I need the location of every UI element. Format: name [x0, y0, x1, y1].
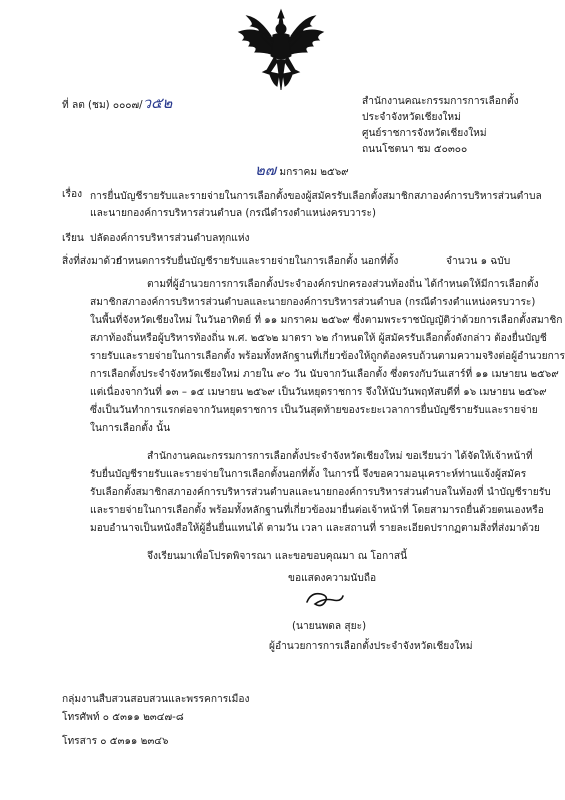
recipient-label: เรียน: [62, 233, 84, 244]
date-day-handwritten: ๒๗: [255, 161, 277, 179]
signature-mark: [303, 588, 347, 612]
letter-date: [255, 161, 349, 179]
signer-name: (นายนพดล สุยะ): [292, 621, 367, 632]
enclosure-text: กำหนดการรับยื่นบัญชีรายรับและรายจ่ายในการเลือกตั้ง นอกที่ตั้ง: [116, 256, 399, 267]
date-month-year: มกราคม ๒๕๖๙: [279, 167, 349, 178]
enclosure-quantity: จำนวน ๑ ฉบับ: [446, 256, 511, 267]
closing-request: จึงเรียนมาเพื่อโปรดพิจารณา และขอขอบคุณมา ณ โอกาสนี้: [147, 551, 408, 562]
body-paragraph-2: สำนักงานคณะกรรมการการเลือกตั้งประจำจังหวัดเชียงใหม่ ขอเรียนว่า ได้จัดให้เจ้าหน้าที่ รับยื่นบัญชีรายรับและรายจ่ายในการเลือกตั้งนอกที่ตั้ง ในการนี้ จึงขอความอนุเคราะห์ท่านแจ้งผู้สมัคร รับเลือกตั้งสมาชิกสภาองค์การบริหารส่วนตำบลและนายกองค์การบริหารส่วนตำบลในท้องที่ นำบัญชีรายรับ และรายจ่ายในการเลือกตั้ง พร้อมทั้งหลักฐานที่เกี่ยวข้องมายื่นต่อเจ้าหน้าที่ โดยสามารถยื่นด้วยตนเองหรือ มอบอำนาจเป็นหนังสือให้ผู้อื่นยื่นแทนได้ ตามวัน เวลา และสถานที่ รายละเอียดปรากฏตามสิ่งที่ส่งมาด้วย: [90, 451, 551, 534]
office-line: สำนักงานคณะกรรมการการเลือกตั้ง: [362, 96, 519, 107]
signer-position: ผู้อำนวยการการเลือกตั้งประจำจังหวัดเชียงใหม่: [269, 641, 473, 652]
footer-department: กลุ่มงานสืบสวนสอบสวนและพรรคการเมือง: [62, 694, 250, 705]
subject-label: เรื่อง: [62, 189, 83, 200]
footer-phone: โทรศัพท์ ๐ ๕๓๑๑ ๒๓๔๗-๘: [62, 712, 184, 723]
document-number-handwritten: ว๕๒: [142, 94, 173, 112]
document-number: ที่ ลต (ชม) ๐๐๐๗/ว๕๒: [62, 94, 173, 112]
body-paragraph-1: ตามที่ผู้อำนวยการการเลือกตั้งประจำองค์กรปกครองส่วนท้องถิ่น ได้กำหนดให้มีการเลือกตั้ง สมาชิกสภาองค์การบริหารส่วนตำบลและนายกองค์การบริหารส่วนตำบล (กรณีดำรงตำแหน่งครบวาระ) ในพื้นที่จังหวัดเชียงใหม่ ในวันอาทิตย์ ที่ ๑๑ มกราคม ๒๕๖๙ ซึ่งตามพระราชบัญญัติว่าด้วยการเลือกตั้งสมาชิก สภาท้องถิ่นหรือผู้บริหารท้องถิ่น พ.ศ. ๒๕๖๒ มาตรา ๖๒ กำหนดให้ ผู้สมัครรับเลือกตั้งดังกล่าว ต้องยื่นบัญชี รายรับและรายจ่ายในการเลือกตั้ง พร้อมทั้งหลักฐานที่เกี่ยวข้องให้ถูกต้องครบถ้วนตามความจริงต่อผู้อำนวยการ การเลือกตั้งประจำจังหวัดเชียงใหม่ ภายใน ๙๐ วัน นับจากวันเลือกตั้ง ซึ่งตรงกับวันเสาร์ที่ ๑๑ เมษายน ๒๕๖๙ แต่เนื่องจากวันที่ ๑๓ – ๑๕ เมษายน ๒๕๖๙ เป็นวันหยุดราชการ จึงให้นับวันพฤหัสบดีที่ ๑๖ เมษายน ๒๕๖๙ ซึ่งเป็นวันทำการแรกต่อจากวันหยุดราชการ เป็นวันสุดท้ายของระยะเวลาการยื่นบัญชีรายรับและรายจ่าย ในการเลือกตั้ง นั้น: [90, 279, 565, 434]
garuda-emblem-icon: [233, 8, 329, 92]
office-line: ประจำจังหวัดเชียงใหม่: [362, 112, 461, 123]
enclosure-label: สิ่งที่ส่งมาด้วย: [62, 256, 122, 267]
office-line: ศูนย์ราชการจังหวัดเชียงใหม่: [362, 128, 487, 139]
recipient-text: ปลัดองค์การบริหารส่วนตำบลทุกแห่ง: [90, 233, 250, 244]
footer-fax: โทรสาร ๐ ๕๓๑๑ ๒๓๔๖: [62, 736, 169, 747]
sender-office-block: [362, 94, 519, 158]
subject-text: การยื่นบัญชีรายรับและรายจ่ายในการเลือกตั้งของผู้สมัครรับเลือกตั้งสมาชิกสภาองค์การบริหารส่วนตำบล และนายกองค์การบริหารส่วนตำบล (กรณีดำรงตำแหน่งครบวาระ): [90, 191, 542, 219]
closing-salutation: ขอแสดงความนับถือ: [288, 573, 377, 584]
office-line: ถนนโชตนา ชม ๕๐๓๐๐: [362, 144, 468, 155]
